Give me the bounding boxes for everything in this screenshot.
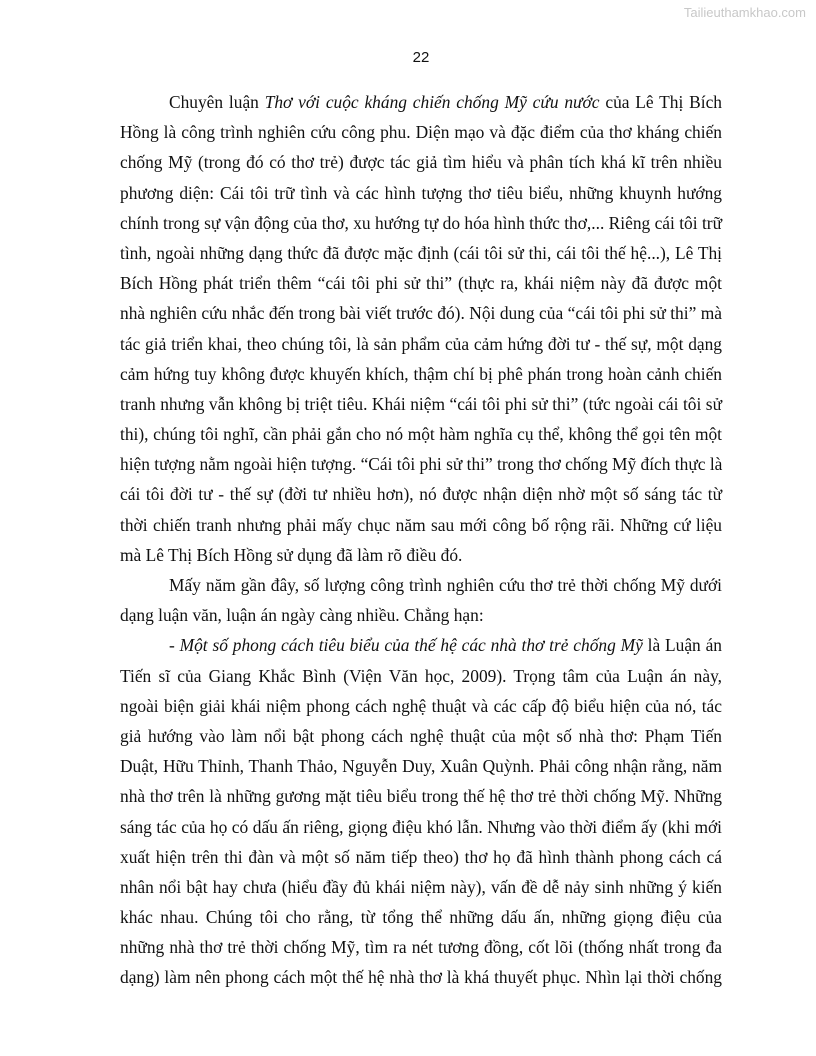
- text-line: [120, 87, 722, 117]
- text-segment: Tiến sĩ của Giang Khắc Bình (Viện Văn học, 2009). Trọng tâm của Luận án này,: [120, 665, 722, 686]
- text-segment: thi), chúng tôi nghĩ, cần phải gắn cho nó một hàm nghĩa cụ thể, không thể gọi tên một: [120, 424, 722, 445]
- text-line: [120, 812, 722, 842]
- text-line: [120, 298, 722, 328]
- text-segment: chính trong sự vận động của thơ, xu hướng tự do hóa hình thức thơ,... Riêng cái tôi trữ: [120, 212, 722, 233]
- text-line: [120, 389, 722, 419]
- text-line: [120, 329, 722, 359]
- text-segment: ngoài biện giải khái niệm phong cách nghệ thuật và các cấp độ biểu hiện của nó, tác: [120, 695, 722, 716]
- text-segment: cảm hứng tuy không được khuyến khích, thậm chí bị phê phán trong hoàn cảnh chiến: [120, 363, 722, 384]
- text-segment: những nhà thơ trẻ thời chống Mỹ, tìm ra nét tương đồng, cốt lõi (thống nhất trong đa: [120, 937, 722, 958]
- text-line: [120, 238, 722, 268]
- text-segment: tình, ngoài những dạng thức đã được mặc định (cái tôi sử thi, cái tôi thế hệ...), Lê Thị: [120, 242, 722, 263]
- text-segment: mà Lê Thị Bích Hồng sử dụng đã làm rõ điều đó.: [120, 544, 463, 565]
- text-line: [120, 691, 722, 721]
- text-segment: tranh nhưng vẫn không bị triệt tiêu. Khái niệm “cái tôi phi sử thi” (tức ngoài cái tôi sử: [120, 393, 722, 414]
- text-line: [120, 932, 722, 962]
- text-segment: của Lê Thị Bích: [599, 92, 722, 112]
- text-line: [120, 872, 722, 902]
- text-segment: giả hướng vào làm nổi bật phong cách nghệ thuật của một số nhà thơ: Phạm Tiến: [120, 725, 722, 746]
- text-segment: là Luận án: [642, 635, 722, 656]
- text-segment: nhà thơ trên là những gương mặt tiêu biểu trong thế hệ thơ trẻ thời chống Mỹ. Những: [120, 786, 722, 807]
- text-segment: Bích Hồng phát triển thêm “cái tôi phi sử thi” (thực ra, khái niệm này đã được một: [120, 273, 722, 294]
- page-number: 22: [412, 49, 430, 66]
- text-line: [120, 600, 722, 630]
- text-segment: Duật, Hữu Thỉnh, Thanh Thảo, Nguyễn Duy, Xuân Quỳnh. Phải công nhận rằng, năm: [120, 756, 722, 777]
- text-segment: phương diện: Cái tôi trữ tình và các hình tượng thơ tiêu biểu, những khuynh hướng: [120, 182, 722, 203]
- text-line: [120, 419, 722, 449]
- text-line: [120, 781, 722, 811]
- text-line: [120, 268, 722, 298]
- text-segment: dạng luận văn, luận án ngày càng nhiều. Chẳng hạn:: [120, 605, 484, 626]
- text-line: [120, 570, 722, 600]
- text-segment: Mấy năm gần đây, số lượng công trình nghiên cứu thơ trẻ thời chống Mỹ dưới: [169, 575, 722, 595]
- text-segment: -: [169, 635, 180, 656]
- text-segment: Hồng là công trình nghiên cứu công phu. Diện mạo và đặc điểm của thơ kháng chiến: [120, 122, 722, 143]
- text-segment: dạng) làm nên phong cách một thế hệ nhà thơ là khá thuyết phục. Nhìn lại thời chống: [120, 967, 722, 988]
- text-segment: cái tôi đời tư - thế sự (đời tư nhiều hơn), nó được nhận diện nhờ một số sáng tác từ: [120, 484, 722, 505]
- text-line: [120, 661, 722, 691]
- text-segment: xuất hiện trên thi đàn và một số năm tiếp theo) thơ họ đã hình thành phong cách cá: [120, 846, 722, 867]
- text-line: [120, 540, 722, 570]
- text-line: [120, 147, 722, 177]
- text-segment: nhà nghiên cứu nhắc đến trong bài viết trước đó). Nội dung của “cái tôi phi sử thi” mà: [120, 303, 722, 324]
- text-segment: hiện tượng nằm ngoài hiện tượng. “Cái tôi phi sử thi” trong thơ chống Mỹ đích thực là: [120, 454, 723, 475]
- text-segment: tác giả triển khai, theo chúng tôi, là sản phẩm của cảm hứng đời tư - thế sự, một dạng: [120, 333, 722, 354]
- document-body: [120, 87, 722, 993]
- text-line: [120, 842, 722, 872]
- text-line: [120, 721, 722, 751]
- paragraph: [120, 87, 722, 570]
- text-line: [120, 359, 722, 389]
- text-segment: nhân nổi bật hay chưa (hiểu đầy đủ khái niệm này), vấn đề dễ nảy sinh những ý kiến: [120, 876, 722, 897]
- text-line: [120, 208, 722, 238]
- text-segment: sáng tác của họ có dấu ấn riêng, giọng điệu khó lẫn. Nhưng vào thời điểm ấy (khi mới: [120, 816, 722, 837]
- text-line: [120, 962, 722, 992]
- text-segment: Chuyên luận: [169, 92, 265, 112]
- italic-title: Thơ với cuộc kháng chiến chống Mỹ cứu nước: [264, 92, 600, 112]
- text-line: [120, 751, 722, 781]
- text-segment: chống Mỹ (trong đó có thơ trẻ) được tác giả tìm hiểu và phân tích khá kĩ trên nhiều: [120, 152, 722, 173]
- text-line: [120, 178, 722, 208]
- text-line: [120, 479, 722, 509]
- text-line: [120, 117, 722, 147]
- watermark: Tailieuthamkhao.com: [683, 5, 806, 20]
- text-segment: thời chiến tranh nhưng phải mấy chục năm sau mới công bố rộng rãi. Những cứ liệu: [120, 514, 722, 535]
- paragraph: [120, 630, 722, 992]
- text-line: [120, 630, 722, 660]
- paragraph: [120, 570, 722, 630]
- text-line: [120, 449, 722, 479]
- text-line: [120, 510, 722, 540]
- text-segment: khác nhau. Chúng tôi cho rằng, từ tổng thể những dấu ấn, những giọng điệu của: [120, 907, 722, 928]
- italic-title: Một số phong cách tiêu biểu của thế hệ các nhà thơ trẻ chống Mỹ: [179, 635, 643, 656]
- text-line: [120, 902, 722, 932]
